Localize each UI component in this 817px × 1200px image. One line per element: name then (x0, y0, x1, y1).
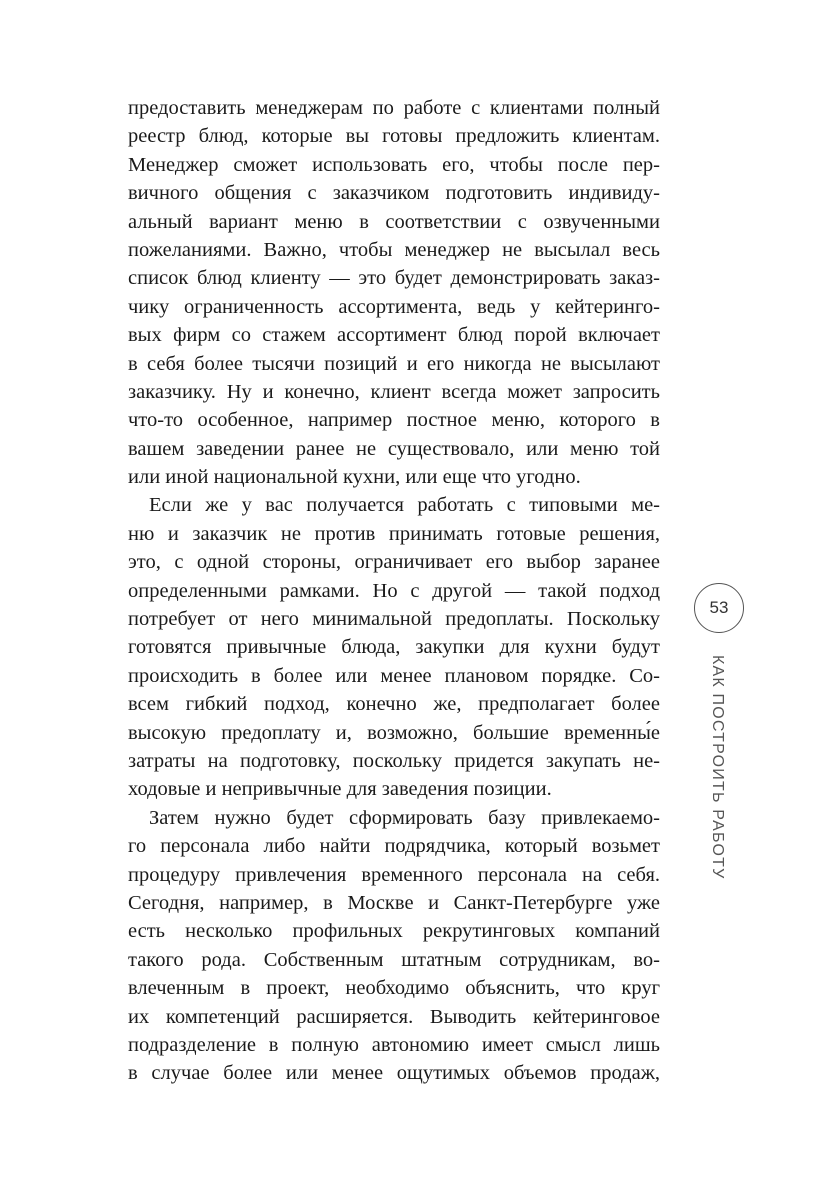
body-text (128, 94, 660, 1088)
text-line: потребует от него минимальной предоплаты. Поскольку (128, 608, 660, 631)
text-line: высокую предоплату и, возможно, большие временны́е (128, 721, 660, 744)
text-line: вых фирм со стажем ассортимент блюд порой включает (128, 324, 660, 347)
text-line: готовятся привычные блюда, закупки для кухни будут (128, 636, 660, 659)
paragraph-start-line: Затем нужно будет сформировать базу привлекаемо- (149, 806, 660, 829)
text-line: определенными рамками. Но с другой — такой подход (128, 579, 660, 602)
text-line: это, с одной стороны, ограничивает его выбор заранее (128, 551, 660, 574)
text-line: ню и заказчик не против принимать готовые решения, (128, 522, 660, 545)
text-line: Менеджер сможет использовать его, чтобы после пер- (128, 153, 660, 176)
text-line: заказчику. Ну и конечно, клиент всегда может запросить (128, 380, 660, 403)
text-line: есть несколько профильных рекрутинговых компаний (128, 920, 660, 943)
text-line: вичного общения с заказчиком подготовить индивиду- (128, 182, 660, 205)
running-head: КАК ПОСТРОИТЬ РАБОТУ (709, 655, 726, 880)
paragraph-start-line: Если же у вас получается работать с типовыми ме- (149, 494, 660, 517)
text-line: происходить в более или менее плановом порядке. Со- (128, 664, 660, 687)
text-line: в случае более или менее ощутимых объемов продаж, (128, 1062, 660, 1085)
text-line: ходовые и непривычные для заведения позиции. (128, 778, 552, 801)
page-number: 53 (709, 598, 729, 617)
text-line: такого рода. Собственным штатным сотрудникам, во- (128, 948, 660, 971)
text-line: го персонала либо найти подрядчика, который возьмет (128, 835, 660, 858)
text-line: в себя более тысячи позиций и его никогда не высылают (128, 352, 660, 375)
text-line: что-то особенное, например постное меню, которого в (128, 409, 660, 432)
text-line: список блюд клиенту — это будет демонстрировать заказ- (128, 267, 660, 290)
text-line: их компетенций расширяется. Выводить кейтеринговое (128, 1005, 660, 1028)
page-number-badge (694, 583, 744, 633)
text-line: подразделение в полную автономию имеет смысл лишь (128, 1033, 660, 1056)
text-line: Сегодня, например, в Москве и Санкт-Петербурге уже (128, 891, 660, 914)
text-line: вашем заведении ранее не существовало, или меню той (128, 437, 660, 460)
text-line: пожеланиями. Важно, чтобы менеджер не высылал весь (128, 238, 660, 261)
text-line: или иной национальной кухни, или еще что угодно. (128, 466, 581, 489)
text-line: всем гибкий подход, конечно же, предполагает более (128, 693, 660, 716)
text-line: альный вариант меню в соответствии с озвученными (128, 210, 660, 233)
text-line: предоставить менеджерам по работе с клиентами полный (128, 97, 660, 119)
text-line: затраты на подготовку, поскольку придется закупать не- (128, 749, 660, 772)
text-line: влеченным в проект, необходимо объяснить, что круг (128, 977, 660, 1000)
text-line: процедуру привлечения временного персонала на себя. (128, 863, 660, 886)
text-line: реестр блюд, которые вы готовы предложить клиентам. (128, 125, 660, 148)
text-line: чику ограниченность ассортимента, ведь у кейтеринго- (128, 295, 660, 318)
